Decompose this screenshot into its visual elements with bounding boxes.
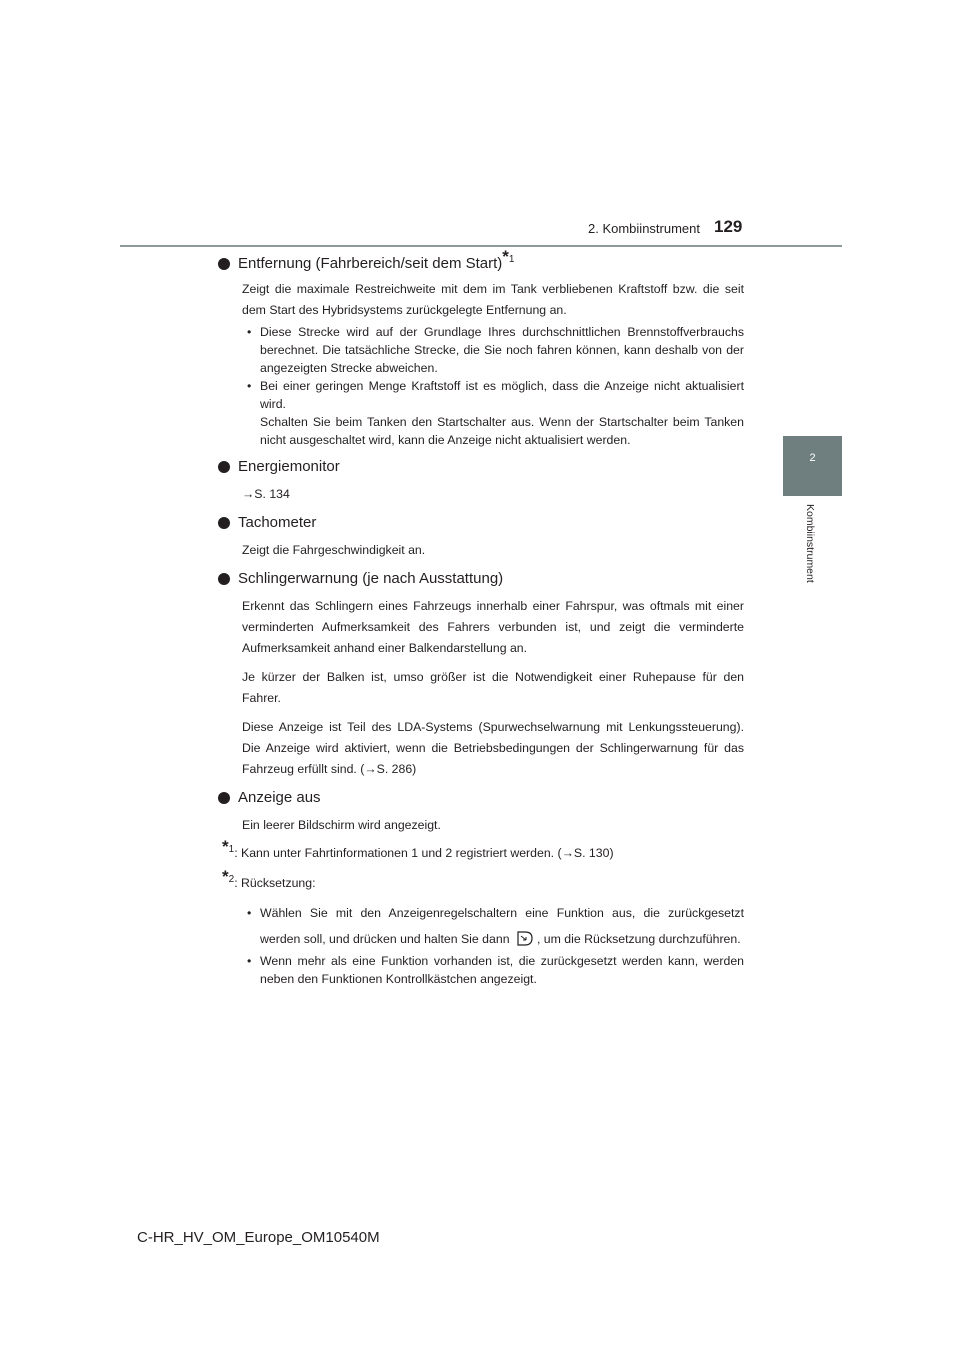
section-tacho: [218, 513, 740, 533]
footnote-star: *: [222, 866, 229, 886]
page-number: 129: [714, 217, 743, 236]
list-item: • Bei einer geringen Menge Kraftstoff ist es möglich, dass die Anzeige nicht aktualisiert wird. Schalten Sie beim Tanken den Startschalter aus. Wenn der Startschalter beim Tanken nicht ausgeschaltet wird, kann die Anzeige nicht aktualisiert werden.: [242, 377, 744, 449]
section-title: Tachometer: [238, 514, 317, 531]
footnote-1: *$^1$: Kann unter Fahrtinformationen 1 und 2 registriert werden. (→S. 130): [222, 836, 614, 860]
section-distance: [218, 247, 740, 274]
footnote-star: *: [222, 836, 229, 856]
header-rule: [120, 245, 842, 247]
list-item: • Wählen Sie mit den Anzeigenregelschaltern eine Funktion aus, die zurückgesetzt werden soll, und drücken und halten Sie dann , um die Rücksetzung durchzuführen.: [242, 900, 744, 952]
section-tacho-body: [242, 540, 744, 561]
footnote-star: *: [502, 247, 509, 266]
bullet-list: [242, 323, 744, 449]
footnote-2-list: [242, 900, 744, 988]
section-title: Schlingerwarnung (je nach Ausstattung): [238, 570, 504, 587]
bullet-dot: [218, 461, 230, 473]
chapter-tab: [783, 436, 842, 496]
section-title: Entfernung (Fahrbereich/seit dem Start)*$^1$: [238, 247, 515, 272]
section-sway-body: [242, 596, 744, 780]
paragraph: Zeigt die Fahrgeschwindigkeit an.: [242, 543, 426, 557]
back-button-icon: [515, 928, 535, 948]
paragraph: Je kürzer der Balken ist, umso größer ist die Notwendigkeit einer Ruhepause für den Fahrer.: [242, 670, 744, 705]
bullet-dot: [218, 573, 230, 585]
paragraph: Diese Anzeige ist Teil des LDA-Systems (Spurwechselwarnung mit Lenkungssteuerung). Die Anzeige wird aktiviert, wenn die Betriebsbedingungen der Schlingerwarnung für das Fahrzeug erfüllt sind. (→S. 286): [242, 720, 744, 776]
list-item: • Wenn mehr als eine Funktion vorhanden ist, die zurückgesetzt werden kann, werden neben den Funktionen Kontrollkästchen angezeigt.: [242, 952, 744, 988]
page-header: [0, 0, 960, 250]
section-off: [218, 788, 740, 808]
section-off-body: [242, 815, 744, 836]
bullet-dot: [218, 792, 230, 804]
paragraph: Zeigt die maximale Restreichweite mit dem im Tank verbliebenen Kraftstoff bzw. die seit dem Start des Hybridsystems zurückgelegte Entfernung an.: [242, 282, 744, 317]
section-title: Anzeige aus: [238, 789, 321, 806]
section-sway: [218, 569, 740, 589]
list-item: • Diese Strecke wird auf der Grundlage Ihres durchschnittlichen Brennstoffverbrauchs berechnet. Die tatsächliche Strecke, die Sie noch fahren können, kann deshalb von der angezeigten Strecke abweichen.: [242, 323, 744, 377]
section-distance-body: [242, 279, 744, 449]
bullet-dot: [218, 517, 230, 529]
paragraph: Ein leerer Bildschirm wird angezeigt.: [242, 818, 441, 832]
chapter-title: 2. Kombiinstrument: [588, 221, 700, 236]
page-content: [222, 247, 744, 988]
section-energy-body: [242, 484, 744, 505]
paragraph: Erkennt das Schlingern eines Fahrzeugs innerhalb einer Fahrspur, was oftmals mit einer verminderten Aufmerksamkeit des Fahrers verbunden ist, und zeigt die verminderte Aufmerksamkeit anhand einer Balkendarstellung an.: [242, 599, 744, 655]
page-reference: →S. 134: [242, 487, 290, 501]
document-id: C-HR_HV_OM_Europe_OM10540M: [137, 1229, 380, 1246]
bullet-dot: [218, 258, 230, 270]
chapter-tab-number: 2: [809, 452, 816, 464]
chapter-side-label: Kombiinstrument: [804, 504, 816, 583]
section-energy: [218, 457, 740, 477]
footnote-2: *$^2$: Rücksetzung:: [222, 866, 316, 890]
section-title: Energiemonitor: [238, 458, 340, 475]
